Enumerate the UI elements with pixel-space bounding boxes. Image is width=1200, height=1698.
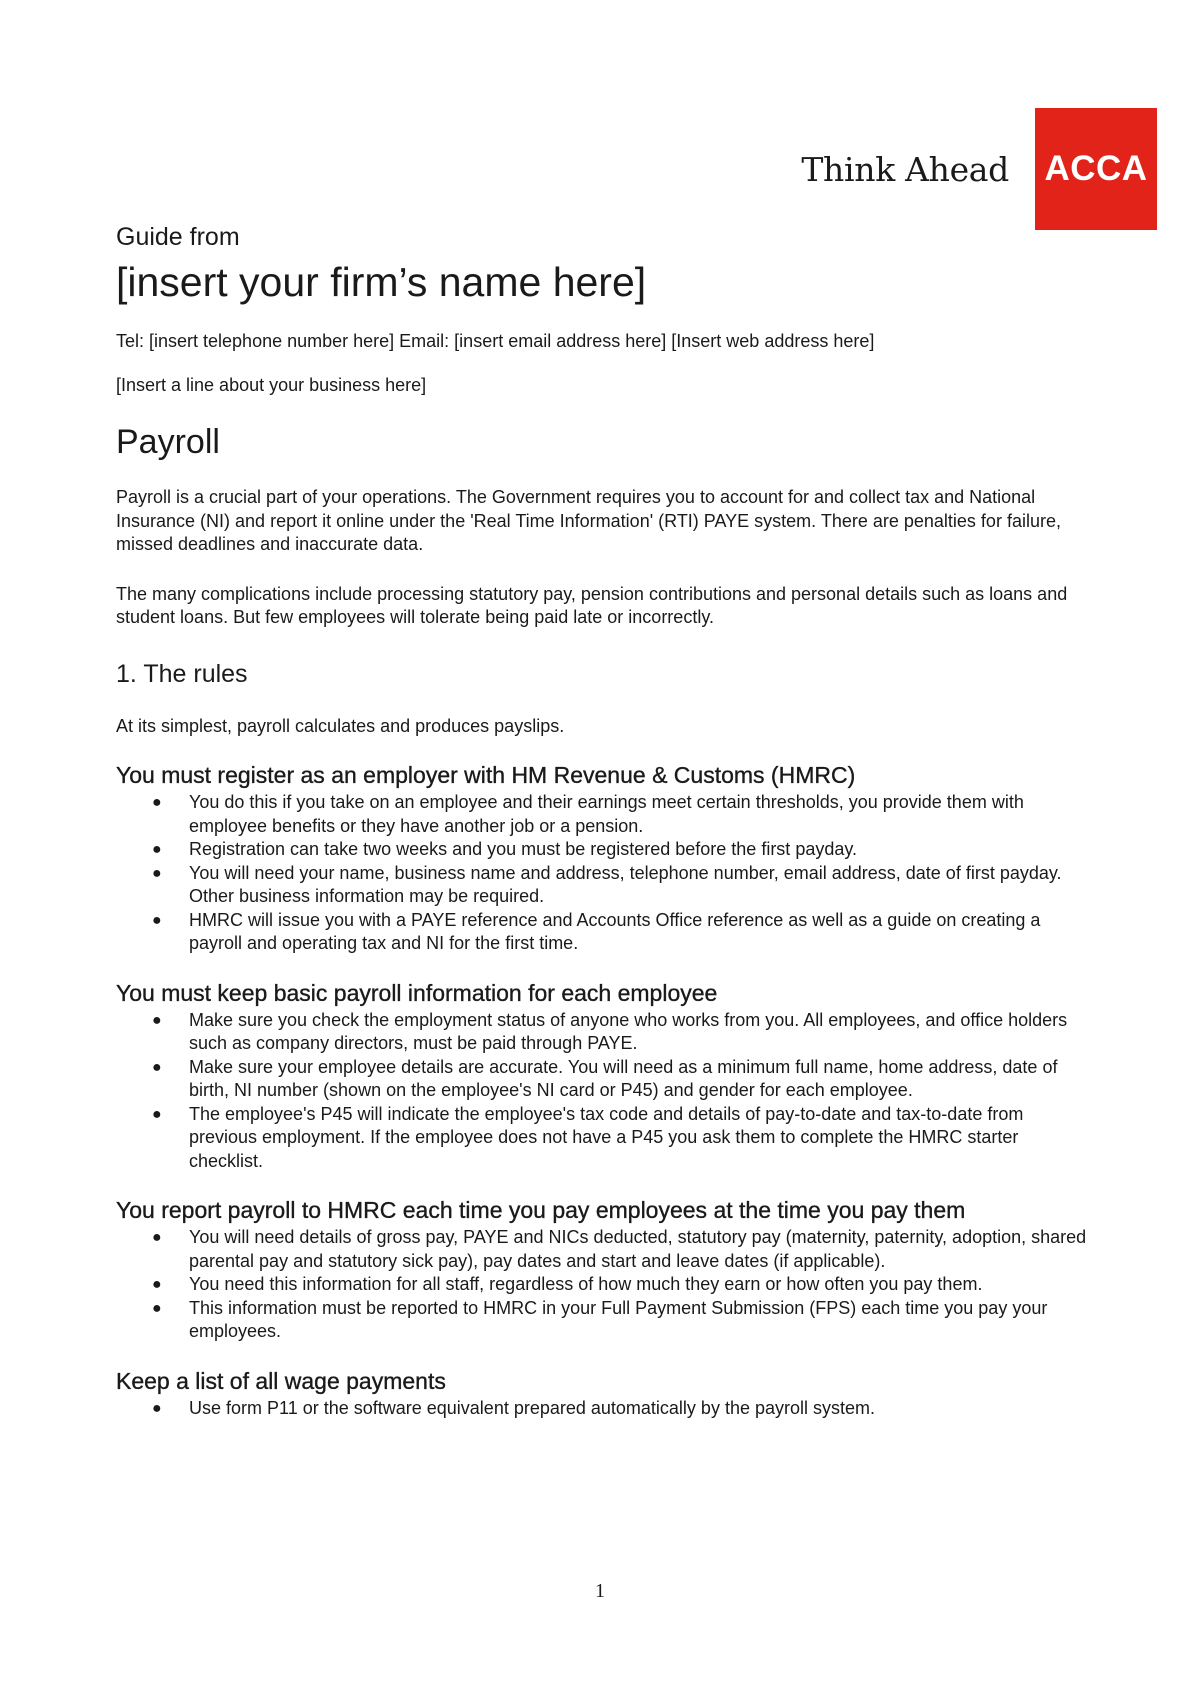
acca-logo [1035,108,1157,230]
bullet-list [116,1009,1096,1174]
bullet-icon: ● [152,1105,162,1123]
bullet-icon: ● [152,911,162,929]
list-item [116,1273,1096,1297]
section-title: 1. The rules [116,659,248,688]
subheading-keep-info: You must keep basic payroll information for each employee [116,979,718,1006]
document-body [116,222,1096,1420]
list-item-text: HMRC will issue you with a PAYE reference and Accounts Office reference as well as a guide on creating a payroll and operating tax and NI for the first time. [189,909,1041,953]
list-item [116,838,1096,862]
bullet-icon: ● [152,1058,162,1076]
list-item [116,791,1096,838]
list-item-text: You will need your name, business name and address, telephone number, email address, date of first payday. Other business information may be required. [189,862,1062,906]
list-item [116,909,1096,956]
intro-paragraph: Payroll is a crucial part of your operations. The Government requires you to account for and collect tax and National Insurance (NI) and report it online under the 'Real Time Information' (RTI) PAYE system. There are penalties for failure, missed deadlines and inaccurate data. [116,487,1061,554]
list-item-text: You need this information for all staff, regardless of how much they earn or how often you pay them. [189,1274,983,1294]
list-item [116,1103,1096,1174]
list-item [116,1397,1096,1421]
bullet-icon: ● [152,1229,162,1246]
subheading-report-payroll: You report payroll to HMRC each time you pay employees at the time you pay them [116,1197,966,1223]
bullet-list [116,1226,1096,1344]
list-item-text: Make sure you check the employment status of anyone who works from you. All employees, and office holders such as company directors, must be paid through PAYE. [189,1009,1068,1053]
document-title: Payroll [116,423,220,461]
brand-tagline: Think Ahead [801,149,1009,189]
contact-line: Tel: [insert telephone number here] Email: [insert email address here] [Insert web address here] [116,331,875,351]
bullet-list [116,791,1096,956]
list-item-text: The employee's P45 will indicate the employee's tax code and details of pay-to-date and tax-to-date from previous employment. If the employee does not have a P45 you ask them to complete the HMRC starter checklist. [189,1103,1024,1171]
bullet-icon: ● [152,1399,162,1417]
subheading-wage-payments: Keep a list of all wage payments [116,1367,446,1394]
bullet-icon: ● [152,1276,162,1293]
list-item-text: Registration can take two weeks and you must be registered before the first payday. [189,839,858,859]
page-number: 1 [595,1580,605,1602]
bullet-icon: ● [152,794,162,811]
list-item [116,1226,1096,1273]
list-item [116,1297,1096,1344]
bullet-list [116,1397,1096,1421]
bullet-icon: ● [152,1011,162,1029]
subheading-register: You must register as an employer with HM Revenue & Customs (HMRC) [116,762,856,788]
bullet-icon: ● [152,864,162,882]
list-item-text: This information must be reported to HMRC in your Full Payment Submission (FPS) each time you pay your employees. [189,1297,1048,1341]
section-intro: At its simplest, payroll calculates and produces payslips. [116,715,565,736]
list-item [116,862,1096,909]
list-item-text: Use form P11 or the software equivalent prepared automatically by the payroll system. [189,1397,875,1418]
list-item [116,1009,1096,1056]
list-item-text: You do this if you take on an employee and their earnings meet certain thresholds, you provide them with employee benefits or they have another job or a pension. [189,792,1024,836]
bullet-icon: ● [152,1299,162,1317]
bullet-icon: ● [152,841,162,858]
acca-logo-text: ACCA [1044,149,1148,188]
guide-from-label: Guide from [116,223,240,251]
brand-header [800,108,1157,230]
list-item [116,1056,1096,1103]
list-item-text: Make sure your employee details are accurate. You will need as a minimum full name, home address, date of birth, NI number (shown on the employee's NI card or P45) and gender for each employee. [189,1056,1058,1100]
list-item-text: You will need details of gross pay, PAYE and NICs deducted, statutory pay (maternity, paternity, adoption, shared parental pay and statutory sick pay), pay dates and start and leave dates (if applicable). [189,1227,1087,1271]
firm-name-placeholder: [insert your firm’s name here] [116,259,647,305]
intro-paragraph: The many complications include processing statutory pay, pension contributions and personal details such as loans and student loans. But few employees will tolerate being paid late or incorrectly. [116,583,1068,627]
business-line: [Insert a line about your business here] [116,375,427,395]
